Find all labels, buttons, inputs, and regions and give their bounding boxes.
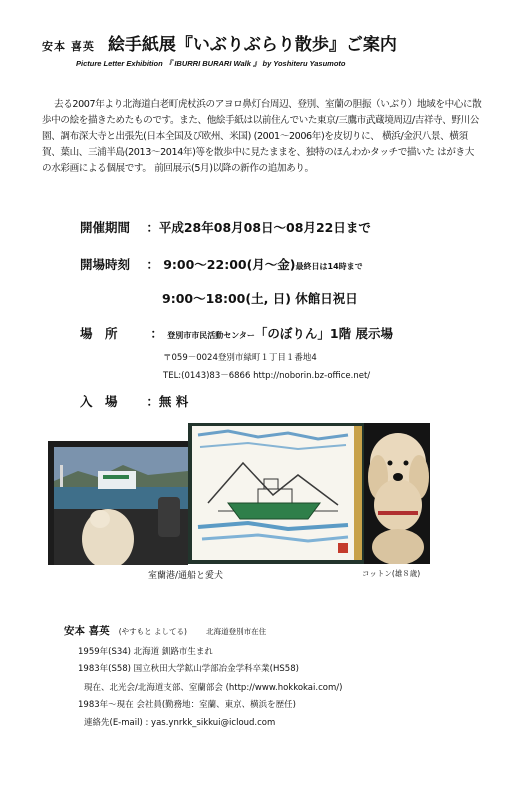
admission-row <box>80 392 188 410</box>
period-value: ：平成28年08月08日～08月22日まで <box>146 220 371 235</box>
bio-line-contact: 連絡先(E-mail) : yas.ynrkk_sikkui@icloud.com <box>84 718 276 728</box>
venue-name: 「のぼりん」1階 展示場 <box>254 326 393 341</box>
harbor-dog-photo <box>48 441 188 565</box>
admission-label: 入 場 <box>80 394 118 409</box>
bio-line-education: 1983年(S58) 国立秋田大学鉱山学部冶金学科卒業(HS58) <box>78 664 299 674</box>
venue-name-small: 登別市市民活動センター <box>167 331 255 340</box>
caption-left: 室蘭港/通船と愛犬 <box>148 571 224 581</box>
bio-line-birth: 1959年(S34) 北海道 釧路市生まれ <box>78 647 213 657</box>
dog-cotton-photo <box>364 423 430 564</box>
artist-name: 安本 喜英 <box>42 40 95 53</box>
bio-reading: (やすもと よしてる) <box>118 627 187 636</box>
venue-row <box>80 324 393 342</box>
intro-paragraph: 去る2007年より北海道白老町虎杖浜のアヨロ鼻灯台周辺、登別、室蘭の胆振（いぶり）地域を中心に散歩中の絵を描きためたものです。また、他絵手紙は以前住んでいた東京/三鷹市武蔵境周辺/吉祥寺、野川公園、調布深大寺と出張先(日本全国及び欧州、米国) (2001～2006年)を皮切りに、 横浜/金沢八景、横須賀、葉山、三浦半島(2013～2014年)等を散歩中に見たままを、独特のほんわかタッチで描いた はがき大の水彩画による個展です。 前回展示(5月)以降の新作の追加あり。 <box>42 99 482 174</box>
bio-header <box>64 619 266 638</box>
hours-label: 開場時刻 <box>80 257 131 272</box>
exhibition-name: 絵手紙展『いぶりぶらり散歩』ご案内 <box>107 35 397 55</box>
bio-line-career: 1983年～現在 会社員(勤務地：室蘭、東京、横浜を歴任) <box>78 700 296 710</box>
bio-residence: 北海道登別市在住 <box>206 627 267 636</box>
hours-row <box>80 255 363 273</box>
bio-name: 安本 喜英 <box>64 625 110 637</box>
hours-weekday: ： 9:00～22:00(月～金) <box>146 257 296 272</box>
bio-line-membership: 現在、北光会/北海道支部、室蘭部会 (http://www.hokkokai.com/) <box>84 683 343 693</box>
ship-watercolor-painting <box>188 423 364 564</box>
exhibition-title <box>42 30 482 55</box>
venue-address: 〒059－0024登別市緑町１丁目１番地4 <box>163 353 317 363</box>
hours-last-day-note: 最終日は14時まで <box>295 262 363 271</box>
period-row <box>80 218 371 236</box>
venue-tel: TEL:(0143)83－6866 http://noborin.bz-office.net/ <box>163 371 371 381</box>
exhibition-subtitle: Picture Letter Exhibition 『 IBURRI BURARI Walk 』 by Yoshiteru Yasumoto <box>76 59 346 68</box>
venue-prefix: ： <box>150 326 163 341</box>
hours-weekend: 9:00～18:00(土, 日) 休館日祝日 <box>162 291 358 306</box>
admission-value: ：無 料 <box>146 394 189 409</box>
period-label: 開催期間 <box>80 220 131 235</box>
caption-right: コットン(雄８歳) <box>362 569 421 578</box>
venue-label: 場 所 <box>80 326 118 341</box>
